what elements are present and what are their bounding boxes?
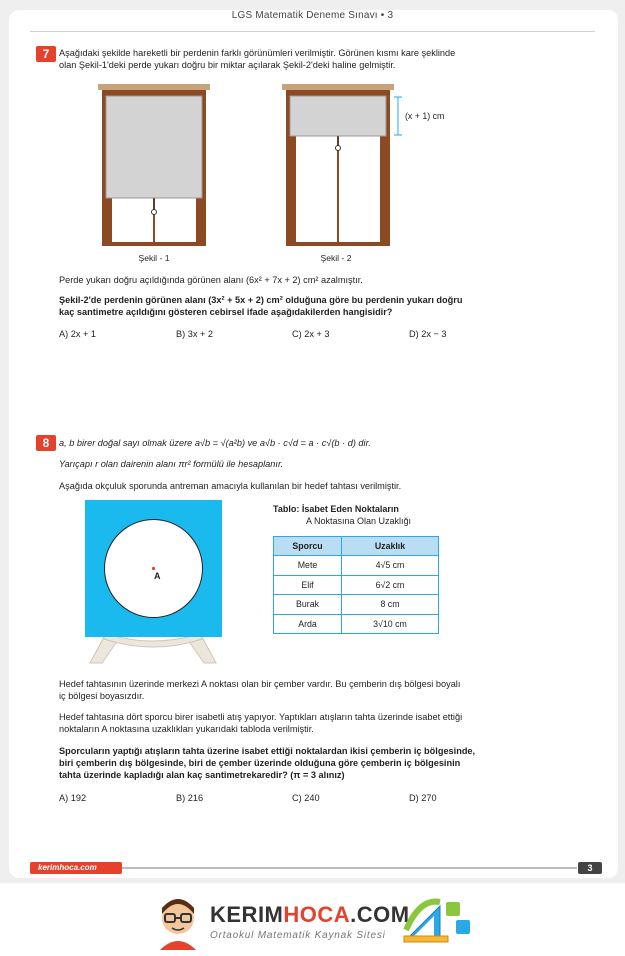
figure-1-caption: Şekil - 1 [138,253,170,263]
table-header-distance: Uzaklık [342,537,439,556]
q7-option-d[interactable]: D) 2x − 3 [409,329,447,339]
target-board [84,499,224,669]
curtain-rod [282,84,394,90]
math-tools-icon [400,896,476,946]
q8-option-b[interactable]: B) 216 [176,793,204,803]
athlete-name: Arda [274,614,342,634]
dimension-label: (x + 1) cm [405,111,445,121]
q7-question-line2: kaç santimetre açıldığını gösteren cebirsel ifade aşağıdakilerden hangisidir? [59,307,393,317]
page-header [0,10,625,21]
footer-site-link[interactable]: kerimhoca.com [30,862,122,874]
q7-question-line1: Şekil-2'de perdenin görünen alanı (3x² + 5x + 2) cm² olduğuna göre bu perdenin yukarı doğru [59,295,463,305]
athlete-name: Mete [274,556,342,576]
q8-para2-line1: Hedef tahtasına dört sporcu birer isabetli atış yapıyor. Yaptıkları atışların tahta üzerinde isabet ettiği [59,712,463,722]
q7-option-c[interactable]: C) 2x + 3 [292,329,330,339]
athlete-distance: 4√5 cm [342,556,439,576]
blind-pull-ring [336,146,341,151]
q7-area-text: Perde yukarı doğru açıldığında görünen alanı (6x² + 7x + 2) cm² azalmıştır. [59,275,363,285]
q8-given-line2: Yarıçapı r olan dairenin alanı πr² formülü ile hesaplanır. [59,459,284,469]
athlete-name: Elif [274,575,342,595]
window-figure-2 [282,84,394,246]
q8-para1-line2: iç bölgesi boyasızdır. [59,691,145,701]
athlete-name: Burak [274,595,342,615]
athlete-distance: 8 cm [342,595,439,615]
blind-pull-ring [152,210,157,215]
question-7-number: 7 [36,46,56,62]
q8-question-line3: tahta üzerinde kapladığı alan kaç santimetrekaredir? (π = 3 alınız) [59,770,345,780]
question-8-number: 8 [36,435,56,451]
q8-para2-line2: noktaların A noktasına uzaklıkları yukarıdaki tabloda verilmiştir. [59,724,314,734]
q7-intro-line1: Aşağıdaki şekilde hareketli bir perdenin farklı görünümleri verilmiştir. Görünen kısmı kare şeklinde [59,48,456,58]
table-title-line2: A Noktasına Olan Uzaklığı [306,516,412,526]
distance-table [273,536,439,634]
window-figure-1 [98,84,210,246]
table-row [274,595,439,615]
q8-para1-line1: Hedef tahtasının üzerinde merkezi A noktası olan bir çember vardır. Bu çemberin dış bölgesi boyalı [59,679,461,689]
q7-intro-line2: olan Şekil-1'deki perde yukarı doğru bir miktar açılarak Şekil-2'deki haline gelmiştir. [59,60,396,70]
figure-2-caption: Şekil - 2 [320,253,352,263]
footer-bar [122,867,577,869]
curtain-rod [98,84,210,90]
header-bullet: • [380,10,388,21]
q7-option-a[interactable]: A) 2x + 1 [59,329,97,339]
blind [106,96,202,198]
brand-slogan: Ortaokul Matematik Kaynak Sitesi [210,930,386,941]
table-row [274,575,439,595]
table-header-athlete: Sporcu [274,537,342,556]
table-row [274,614,439,634]
q8-question-line1: Sporcuların yaptığı atışların tahta üzerine isabet ettiği noktalardan ikisi çemberin iç bölgesinde, [59,746,476,756]
table-row [274,556,439,576]
blind [290,96,386,136]
point-a-label: A [154,571,161,581]
q8-option-c[interactable]: C) 240 [292,793,320,803]
q8-option-d[interactable]: D) 270 [409,793,437,803]
mascot-icon [150,894,206,950]
header-divider [30,31,595,32]
athlete-distance: 6√2 cm [342,575,439,595]
athlete-distance: 3√10 cm [342,614,439,634]
q7-option-b[interactable]: B) 3x + 2 [176,329,214,339]
q8-option-a[interactable]: A) 192 [59,793,87,803]
q8-intro: Aşağıda okçuluk sporunda antreman amacıyla kullanılan bir hedef tahtası verilmiştir. [59,481,402,491]
header-page: 3 [387,10,394,21]
footer-page-number: 3 [578,862,602,874]
table-title-line1: Tablo: İsabet Eden Noktaların [273,504,399,514]
header-title: LGS Matematik Deneme Sınavı [231,10,378,21]
q8-given-line1: a, b birer doğal sayı olmak üzere a√b = √(a²b) ve a√b · c√d = a · c√(b · d) dir. [59,438,371,448]
q8-question-line2: biri çemberin dış bölgesinde, biri de çember üzerinde olduğuna göre çemberin iç bölgesinin [59,758,461,768]
brand-logo-text: KERIMHOCA.COM [210,902,410,927]
